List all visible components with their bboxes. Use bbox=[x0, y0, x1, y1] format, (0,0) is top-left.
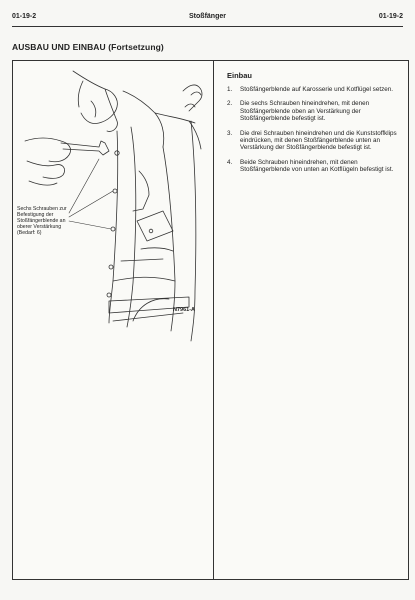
step-item bbox=[227, 100, 403, 122]
bolt-callout-label: Sechs Schrauben zur Befestigung der Stoßfängerblende an oberer Verstärkung (Bedarf: 6) bbox=[17, 206, 67, 236]
page-code-right: 01-19-2 bbox=[378, 13, 403, 20]
header-rule bbox=[12, 26, 403, 27]
page-code-left: 01-19-2 bbox=[12, 13, 37, 20]
figure-number: N7961-A bbox=[173, 307, 196, 313]
step-number: 1. bbox=[227, 86, 233, 93]
section-title: AUSBAU UND EINBAU (Fortsetzung) bbox=[12, 42, 164, 52]
instructions-heading: Einbau bbox=[227, 71, 253, 80]
step-item bbox=[227, 130, 403, 152]
page-header-title: Stoßfänger bbox=[189, 13, 226, 20]
step-number: 3. bbox=[227, 129, 233, 137]
step-text: Stoßfängerblende auf Karosserie und Kotflügel setzen. bbox=[240, 86, 393, 93]
step-text: Die drei Schrauben hineindrehen und die Kunststoffklips eindrücken, mit denen Stoßfängerblende unten an Verstärkung der Stoßfängerblende befestigt ist. bbox=[240, 129, 397, 152]
installation-instructions bbox=[227, 71, 403, 181]
column-divider bbox=[213, 61, 214, 579]
step-number: 4. bbox=[227, 158, 233, 166]
step-text: Die sechs Schrauben hineindrehen, mit denen Stoßfängerblende oben an Verstärkung der Stoßfängerblende befestigt ist. bbox=[240, 100, 370, 123]
steps-list bbox=[227, 86, 403, 174]
step-item bbox=[227, 159, 403, 174]
page-header bbox=[12, 10, 403, 24]
content-frame bbox=[12, 60, 409, 580]
step-item bbox=[227, 86, 403, 93]
step-text: Beide Schrauben hineindrehen, mit denen Stoßfängerblende von unten an Kotflügeln befestigt ist. bbox=[240, 158, 394, 174]
step-number: 2. bbox=[227, 100, 233, 108]
